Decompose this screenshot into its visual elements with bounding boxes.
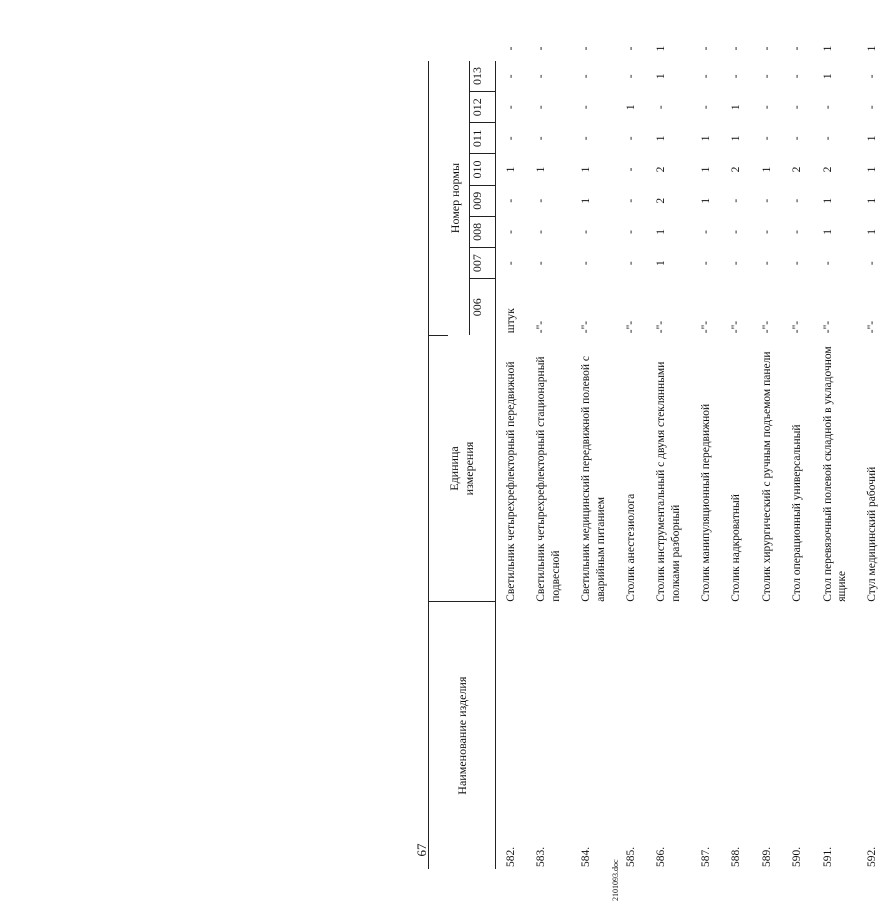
- row-name: Светильник медицинский передвижной полевой с аварийным питанием: [580, 356, 607, 602]
- row-value: 1: [866, 197, 879, 204]
- header-code: 006: [470, 279, 496, 336]
- row-value: 2: [791, 166, 804, 173]
- row-value: -: [760, 230, 773, 234]
- row-value: 1: [821, 45, 834, 52]
- row-value: -: [821, 261, 834, 266]
- row-value: 1: [535, 166, 548, 173]
- row-value: 1: [700, 135, 712, 142]
- header-code: 008: [470, 216, 496, 247]
- row-value: -: [791, 136, 804, 141]
- header-norm-group: Номер нормы: [448, 162, 463, 234]
- row-value: -: [535, 74, 548, 79]
- row-value: 1: [730, 135, 743, 142]
- row-value: -: [580, 46, 593, 51]
- row-name: Стол операционный универсальный: [791, 424, 804, 602]
- table-row: [616, 36, 646, 869]
- row-value: -: [535, 46, 548, 51]
- row-value: 1: [821, 73, 834, 80]
- row-number: 584.: [580, 846, 593, 867]
- header-norm-spacer: [429, 61, 449, 335]
- row-number: 582.: [505, 846, 517, 867]
- row-value: -: [580, 105, 593, 110]
- row-value: 1: [760, 166, 773, 173]
- norms-table: [428, 36, 888, 869]
- row-value: -: [505, 198, 517, 203]
- row-value: -: [791, 74, 804, 79]
- row-value: -: [505, 105, 517, 110]
- header-code: 012: [470, 92, 496, 123]
- row-value: 1: [866, 166, 879, 173]
- header-code: 007: [470, 248, 496, 279]
- row-name: Столик инструментальный с двумя стеклянными полками разборный: [655, 361, 682, 602]
- row-number: 590.: [791, 846, 804, 867]
- header-code: 009: [470, 185, 496, 216]
- row-value: -: [504, 46, 517, 51]
- row-name: Столик надкроватный: [730, 494, 743, 602]
- header-unit: [429, 335, 496, 602]
- row-value: 1: [505, 166, 517, 173]
- row-value: 2: [655, 166, 668, 173]
- row-value: -: [580, 261, 593, 266]
- row-unit: -"-: [866, 320, 879, 334]
- row-value: -: [791, 46, 804, 51]
- table-row: [813, 36, 858, 869]
- row-name: Столик хирургический с ручным подъемом панели: [760, 351, 773, 602]
- row-unit: -"-: [700, 320, 712, 334]
- row-value: -: [760, 46, 773, 51]
- row-value: -: [505, 136, 517, 141]
- row-value: -: [760, 105, 773, 110]
- row-value: 2: [730, 166, 743, 173]
- row-unit: -"-: [580, 320, 593, 334]
- row-value: -: [700, 46, 712, 51]
- row-value: 1: [700, 197, 712, 204]
- table-row: [526, 36, 571, 869]
- row-number: 588.: [730, 846, 743, 867]
- row-number: 589.: [760, 846, 773, 867]
- table-row: [646, 36, 691, 869]
- table-body: [496, 36, 888, 869]
- row-value: 1: [624, 104, 637, 111]
- row-value: -: [866, 261, 879, 266]
- row-value: 1: [655, 45, 668, 52]
- row-value: -: [624, 167, 637, 172]
- row-number: 587.: [700, 846, 712, 867]
- row-unit: -"-: [655, 320, 668, 334]
- row-value: -: [624, 136, 637, 141]
- table-row: [721, 36, 751, 869]
- table-row: [752, 36, 782, 869]
- row-name: Столик манипуляционный передвижной: [700, 403, 712, 602]
- row-value: -: [624, 230, 637, 234]
- row-number: 586.: [655, 846, 668, 867]
- row-value: -: [760, 74, 773, 79]
- row-value: -: [580, 230, 593, 234]
- row-name: Стол перевязочный полевой складной в укладочном ящике: [821, 346, 848, 602]
- row-value: -: [791, 105, 804, 110]
- row-value: -: [535, 105, 548, 110]
- row-value: -: [535, 198, 548, 203]
- row-value: 1: [866, 135, 879, 142]
- row-value: 1: [866, 229, 879, 235]
- row-value: -: [655, 105, 668, 110]
- table-row: [857, 36, 887, 869]
- table-header: [429, 36, 496, 869]
- row-value: -: [505, 261, 517, 266]
- row-value: 2: [655, 197, 668, 204]
- row-unit: -"-: [535, 320, 548, 334]
- row-value: -: [730, 74, 743, 79]
- page-number: 67: [414, 843, 429, 857]
- row-value: -: [535, 136, 548, 141]
- row-value: -: [730, 198, 743, 203]
- row-value: 1: [730, 104, 743, 111]
- row-number: 592.: [866, 846, 879, 867]
- row-value: 1: [866, 45, 879, 52]
- row-name: Светильник четырехрефлекторный передвижной: [505, 361, 517, 602]
- row-unit: -"-: [624, 320, 637, 334]
- row-value: -: [580, 74, 593, 79]
- header-unit-line1: Единица: [447, 446, 461, 491]
- row-unit: -"-: [760, 320, 773, 334]
- table-row: [691, 36, 721, 869]
- row-name: Столик анестезиолога: [624, 493, 637, 602]
- row-value: -: [730, 261, 743, 266]
- header-name: Наименование изделия: [429, 602, 496, 869]
- row-value: 1: [821, 229, 834, 235]
- row-unit: -"-: [791, 320, 804, 334]
- row-value: 1: [655, 260, 668, 267]
- row-value: -: [505, 74, 517, 79]
- row-value: -: [580, 136, 593, 141]
- header-unit-line2: измерения: [462, 441, 476, 496]
- row-value: -: [535, 230, 548, 234]
- row-number: 591.: [821, 846, 834, 867]
- row-value: -: [760, 261, 773, 266]
- row-unit: штук: [505, 308, 517, 334]
- row-number: 585.: [624, 846, 637, 867]
- row-value: -: [624, 46, 637, 51]
- row-name: Светильник четырехрефлекторный стационарный подвесной: [535, 356, 562, 602]
- header-code: 011: [470, 123, 496, 154]
- row-value: -: [624, 74, 637, 79]
- row-value: 1: [655, 229, 668, 235]
- row-value: -: [624, 198, 637, 203]
- table-row: [496, 36, 527, 869]
- row-value: -: [730, 46, 743, 51]
- row-value: -: [866, 105, 879, 110]
- header-code: 013: [470, 61, 496, 92]
- row-value: -: [821, 136, 834, 141]
- row-value: -: [866, 74, 879, 79]
- row-value: 1: [821, 197, 834, 204]
- row-value: -: [821, 105, 834, 110]
- row-value: -: [760, 136, 773, 141]
- row-value: -: [700, 261, 712, 266]
- row-value: 1: [580, 197, 593, 204]
- row-value: 1: [655, 135, 668, 142]
- row-value: -: [700, 105, 712, 110]
- row-value: -: [791, 261, 804, 266]
- row-value: -: [730, 230, 743, 234]
- table-row: [782, 36, 812, 869]
- table-row: [571, 36, 616, 869]
- row-value: 1: [655, 73, 668, 80]
- row-value: -: [505, 230, 517, 234]
- row-value: -: [791, 198, 804, 203]
- row-value: -: [760, 198, 773, 203]
- row-unit: -"-: [730, 320, 743, 334]
- header-code: 010: [470, 154, 496, 185]
- row-value: 1: [580, 166, 593, 173]
- row-value: 1: [700, 166, 712, 173]
- row-value: -: [624, 261, 637, 266]
- row-value: -: [535, 261, 548, 266]
- row-value: -: [700, 74, 712, 79]
- row-value: -: [791, 230, 804, 234]
- row-unit: -"-: [821, 320, 834, 334]
- row-value: -: [700, 230, 712, 234]
- document-id: 2101093.doc: [611, 859, 620, 901]
- row-value: 2: [821, 166, 834, 173]
- row-name: Стул медицинский рабочий: [866, 466, 879, 602]
- row-number: 583.: [535, 846, 548, 867]
